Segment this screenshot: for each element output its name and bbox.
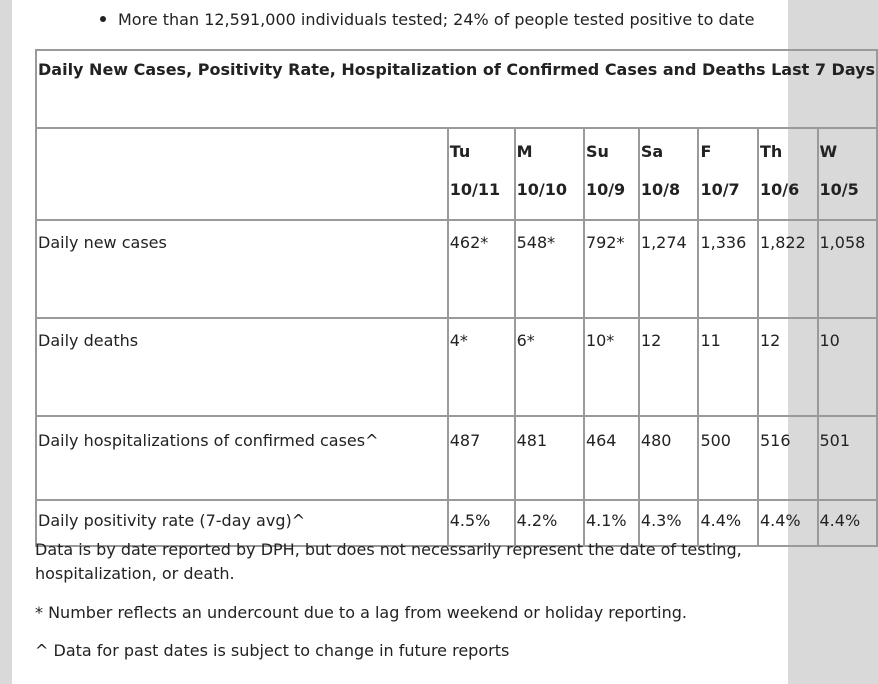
row-label: Daily positivity rate (7-day avg)^ <box>36 500 448 546</box>
cell-value: 487 <box>448 416 515 500</box>
cell-value: 4.2% <box>515 500 584 546</box>
cell-value: 548* <box>515 220 584 318</box>
cell-value: 500 <box>698 416 758 500</box>
cell-value: 10* <box>584 318 639 416</box>
cell-value: 1,274 <box>639 220 699 318</box>
table-row <box>36 416 877 500</box>
note-date-reported: Data is by date reported by DPH, but does not necessarily represent the date of testing, hospitalization, or death. <box>35 540 742 583</box>
cell-value: 464 <box>584 416 639 500</box>
cell-value: 4.3% <box>639 500 699 546</box>
cell-value: 4.4% <box>818 500 878 546</box>
note-subject-to-change: ^ Data for past dates is subject to change in future reports <box>35 641 510 660</box>
cell-value: 1,058 <box>818 220 878 318</box>
note-undercount: * Number reflects an undercount due to a lag from weekend or holiday reporting. <box>35 603 687 622</box>
cell-value: 480 <box>639 416 699 500</box>
cell-value: 4.1% <box>584 500 639 546</box>
page <box>12 0 876 684</box>
cell-value: 481 <box>515 416 584 500</box>
table-title: Daily New Cases, Positivity Rate, Hospitalization of Confirmed Cases and Deaths Last 7 Days <box>36 50 877 128</box>
cell-value: 4.4% <box>758 500 818 546</box>
header-day: Th 10/6 <box>758 128 818 220</box>
row-label: Daily hospitalizations of confirmed cases^ <box>36 416 448 500</box>
row-label: Daily deaths <box>36 318 448 416</box>
cell-value: 501 <box>818 416 878 500</box>
tested-bullet <box>100 10 755 29</box>
header-blank-cell <box>36 128 448 220</box>
cell-value: 4* <box>448 318 515 416</box>
header-day: F 10/7 <box>698 128 758 220</box>
row-label: Daily new cases <box>36 220 448 318</box>
cell-value: 6* <box>515 318 584 416</box>
daily-stats-table <box>35 49 878 547</box>
header-day: W 10/5 <box>818 128 878 220</box>
cell-value: 1,336 <box>698 220 758 318</box>
header-day: M 10/10 <box>515 128 584 220</box>
header-day: Su 10/9 <box>584 128 639 220</box>
bullet-text: More than 12,591,000 individuals tested; 24% of people tested positive to date <box>118 10 755 29</box>
cell-value: 12 <box>639 318 699 416</box>
header-day: Sa 10/8 <box>639 128 699 220</box>
table-row <box>36 318 877 416</box>
cell-value: 792* <box>584 220 639 318</box>
cell-value: 12 <box>758 318 818 416</box>
cell-value: 4.5% <box>448 500 515 546</box>
cell-value: 462* <box>448 220 515 318</box>
cell-value: 11 <box>698 318 758 416</box>
cell-value: 4.4% <box>698 500 758 546</box>
bullet-dot-icon <box>100 16 106 22</box>
cell-value: 1,822 <box>758 220 818 318</box>
cell-value: 516 <box>758 416 818 500</box>
cell-value: 10 <box>818 318 878 416</box>
header-day: Tu 10/11 <box>448 128 515 220</box>
table-row <box>36 220 877 318</box>
